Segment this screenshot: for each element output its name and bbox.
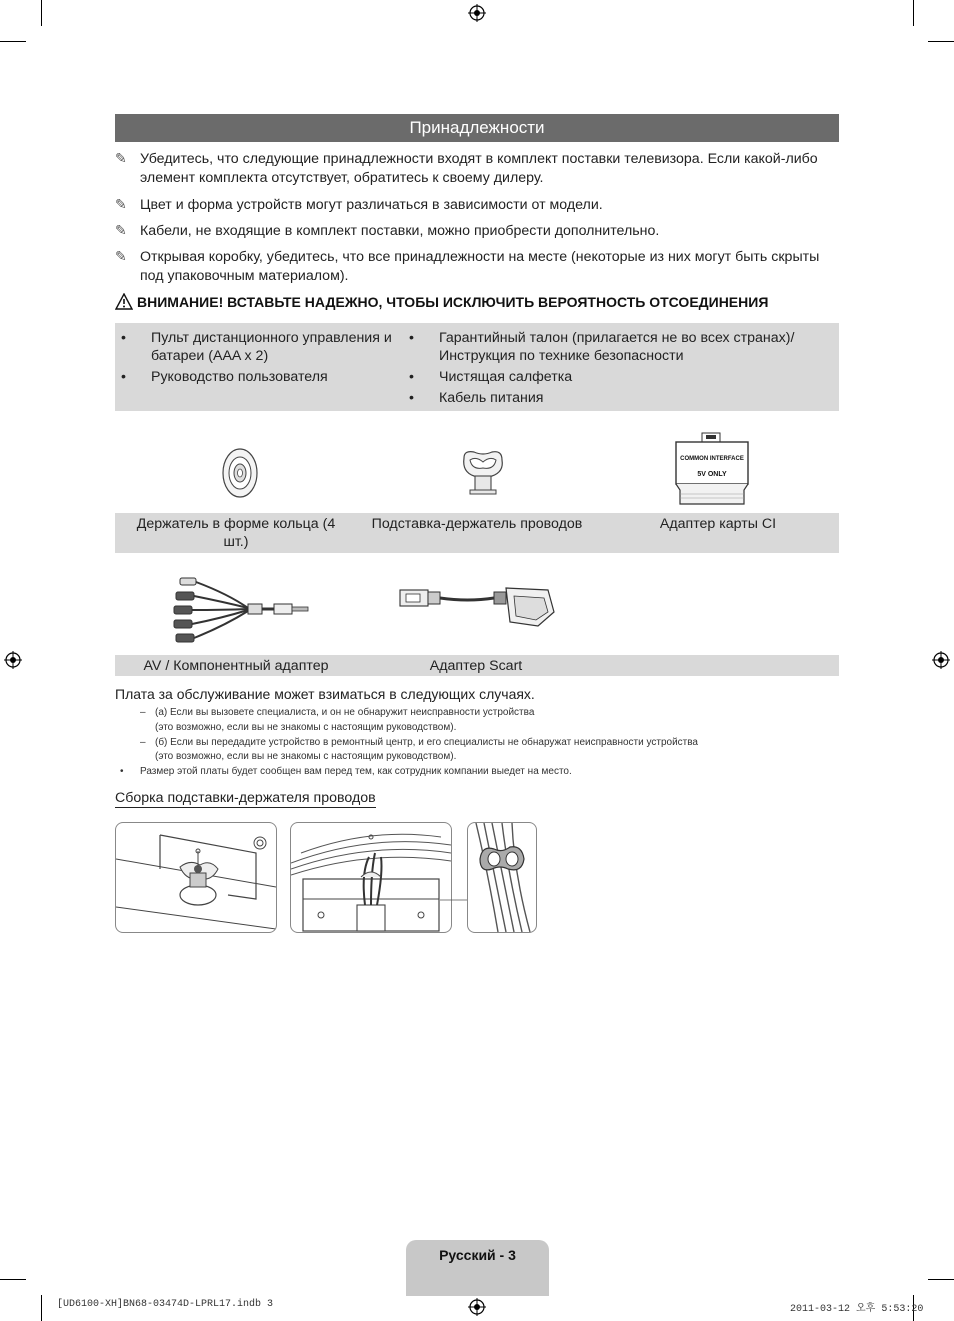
ci-card-text-line2: 5V ONLY xyxy=(697,471,727,478)
crop-mark xyxy=(0,41,26,42)
bullet-marker: • xyxy=(409,330,414,346)
note-item xyxy=(115,196,840,216)
pencil-note-icon: ✎ xyxy=(115,197,127,213)
crop-mark xyxy=(41,1295,42,1321)
note-text: Открывая коробку, убедитесь, что все принадлежности на месте (некоторые из них могут быть скрыты под упаковочным материалом). xyxy=(140,249,820,284)
registration-mark-icon xyxy=(468,4,486,22)
fee-intro: Плата за обслуживание может взиматься в следующих случаях. xyxy=(115,686,535,702)
item-text: Кабель питания xyxy=(439,390,544,406)
note-text: Убедитесь, что следующие принадлежности входят в комплект поставки телевизора. Если какой-либо элемент комплекта отсутствует, обратитесь к своему дилеру. xyxy=(140,151,818,186)
section-title: Принадлежности xyxy=(115,114,839,142)
accessory-label: Адаптер Scart xyxy=(429,658,523,674)
bullet-marker: • xyxy=(121,369,126,385)
assembly-step-2-illustration xyxy=(290,822,452,933)
note-text: Цвет и форма устройств могут различаться в зависимости от модели. xyxy=(140,197,603,213)
cable-holder-stand-icon xyxy=(460,448,506,496)
av-component-adapter-icon xyxy=(168,574,312,646)
fee-marker: • xyxy=(120,766,124,777)
crop-mark xyxy=(41,0,42,26)
fee-item-line: (это возможно, если вы не знакомы с настоящим руководством). xyxy=(155,722,457,733)
print-info-left: [UD6100-XH]BN68-03474D-LPRL17.indb 3 xyxy=(57,1299,274,1310)
item-text: Пульт дистанционного управления и батареи (AAA x 2) xyxy=(151,330,392,364)
fee-item-line: (б) Если вы передадите устройство в ремонтный центр, и его специалисты не обнаружат неисправности устройства xyxy=(155,737,698,748)
pencil-note-icon: ✎ xyxy=(115,223,127,239)
crop-mark xyxy=(928,1279,954,1280)
warning-line xyxy=(115,293,768,312)
ci-card-text-line1: COMMON INTERFACE xyxy=(680,456,744,462)
list-item xyxy=(409,329,829,365)
item-text: Гарантийный талон (прилагается не во всех странах)/ Инструкция по технике безопасности xyxy=(439,330,795,364)
registration-mark-icon xyxy=(932,651,950,669)
bullet-marker: • xyxy=(409,369,414,385)
ring-holder-icon xyxy=(220,447,260,499)
registration-mark-icon xyxy=(468,1298,486,1316)
crop-mark xyxy=(928,41,954,42)
included-items-box xyxy=(115,323,839,411)
note-item xyxy=(115,222,840,242)
bullet-marker: • xyxy=(121,330,126,346)
list-item xyxy=(121,329,401,365)
assembly-heading: Сборка подставки-держателя проводов xyxy=(115,790,376,806)
fee-marker: – xyxy=(140,737,146,748)
ci-card-adapter-icon xyxy=(672,432,752,507)
list-item xyxy=(121,368,401,386)
fee-marker: – xyxy=(140,707,146,718)
detail-connector-line xyxy=(440,880,470,920)
accessory-label: Адаптер карты CI xyxy=(659,516,777,532)
scart-adapter-icon xyxy=(398,582,556,628)
assembly-step-1-illustration xyxy=(115,822,277,933)
note-item xyxy=(115,150,840,190)
list-item xyxy=(409,389,829,407)
bullet-marker: • xyxy=(409,390,414,406)
assembly-detail-illustration xyxy=(467,822,537,933)
note-item xyxy=(115,248,840,288)
accessory-label: Подставка-держатель проводов xyxy=(371,516,583,532)
accessory-label: AV / Компонентный адаптер xyxy=(143,658,329,674)
page-number: Русский - 3 xyxy=(439,1247,516,1263)
warning-triangle-icon xyxy=(115,293,133,310)
fee-bullet-text: Размер этой платы будет сообщен вам перед тем, как сотрудник компании выедет на место. xyxy=(140,766,572,777)
fee-item-line: (а) Если вы вызовете специалиста, и он не обнаружит неисправности устройства xyxy=(155,707,535,718)
warning-text: ВНИМАНИЕ! ВСТАВЬТЕ НАДЕЖНО, ЧТОБЫ ИСКЛЮЧИТЬ ВЕРОЯТНОСТЬ ОТСОЕДИНЕНИЯ xyxy=(137,294,769,310)
note-text: Кабели, не входящие в комплект поставки, можно приобрести дополнительно. xyxy=(140,223,660,239)
pencil-note-icon: ✎ xyxy=(115,151,127,167)
pencil-note-icon: ✎ xyxy=(115,249,127,265)
list-item xyxy=(409,368,829,386)
accessory-label: Держатель в форме кольца (4 шт.) xyxy=(136,516,336,550)
item-text: Чистящая салфетка xyxy=(439,369,573,385)
registration-mark-icon xyxy=(4,651,22,669)
item-text: Руководство пользователя xyxy=(151,369,328,385)
print-info-right: 2011-03-12 오후 5:53:20 xyxy=(790,1304,924,1315)
fee-item-line: (это возможно, если вы не знакомы с настоящим руководством). xyxy=(155,751,457,762)
crop-mark xyxy=(0,1279,26,1280)
crop-mark xyxy=(913,0,914,26)
